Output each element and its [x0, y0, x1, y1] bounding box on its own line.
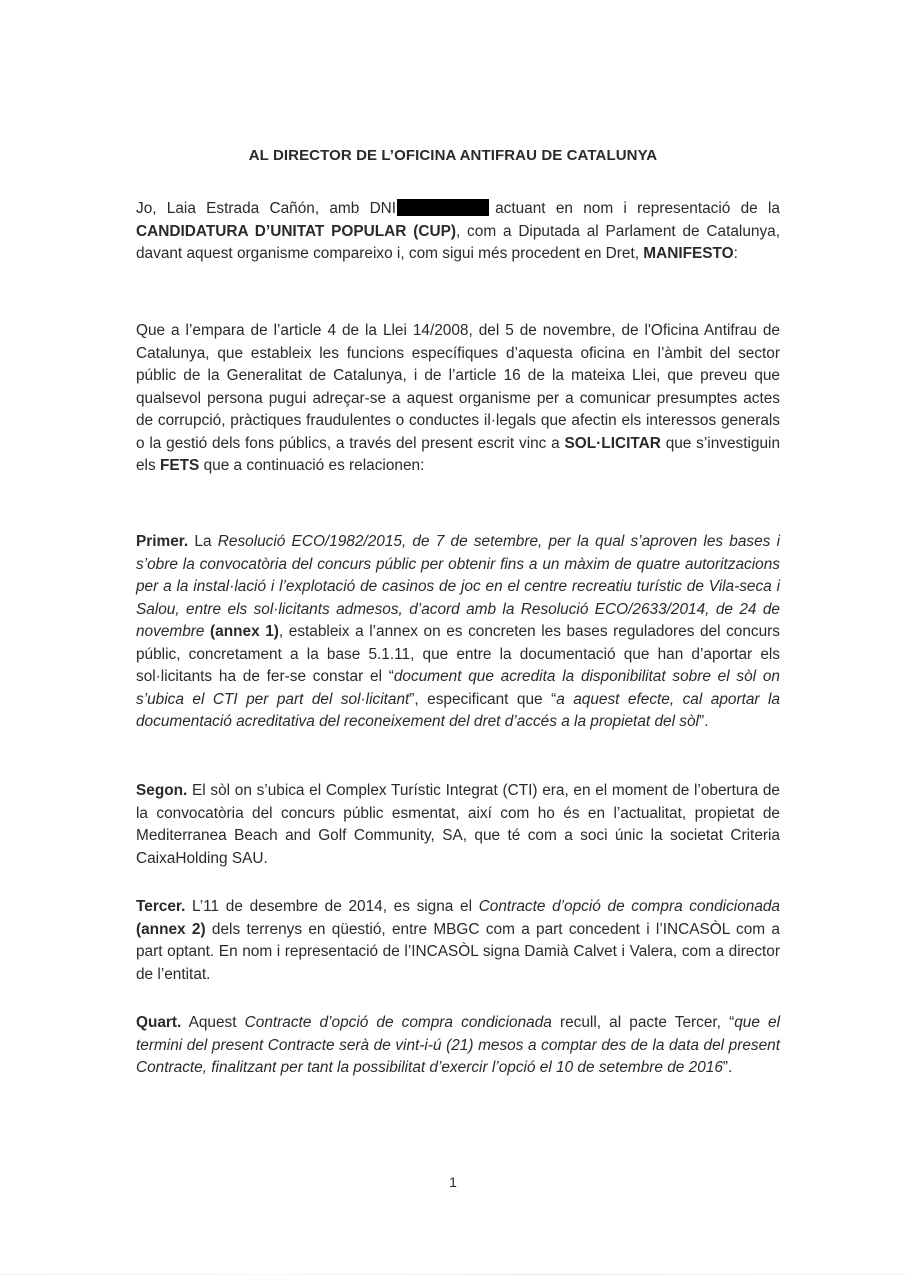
- fact-primer-text-1: La: [194, 533, 212, 550]
- fact-primer-text-2: , estableix a l’annex on es concreten les bases reguladores del concurs públic, concretament a la base 5.1.11, que entre la documentació que han d’aportar els sol·licitants ha de fer-se constar el “: [136, 623, 780, 685]
- fact-segon-heading: Segon.: [136, 782, 188, 799]
- request-text-2: que s’investiguin els: [136, 434, 781, 474]
- fact-quart-heading: Quart.: [136, 1014, 182, 1031]
- annex-2-ref: (annex 2): [136, 920, 206, 938]
- intro-text-1: Jo, Laia Estrada Cañón, amb DNI: [136, 200, 397, 217]
- party-name: CANDIDATURA D’UNITAT POPULAR (CUP): [136, 222, 456, 240]
- fact-quart-text-3: ”.: [722, 1059, 733, 1076]
- fact-quart-text-1: Aquest: [188, 1014, 237, 1031]
- fact-primer-quote-1: document que acredita la disponibilitat sobre el sòl on s’ubica el CTI per part del sol·licitant: [136, 668, 780, 708]
- fact-quart-quote: que el termini del present Contracte serà de vint-i-ú (21) mesos a comptar des de la data del present Contracte, finalitzant per tant la possibilitat d’exercir l’opció el 10 de setembre de 2016: [136, 1014, 781, 1076]
- fact-tercer: [136, 896, 780, 986]
- fact-primer-text-4: ”.: [698, 713, 709, 730]
- fact-primer-quote-2: a aquest efecte, cal aportar la documentació acreditativa del reconeixement del dret d’accés a la propietat del sòl: [136, 690, 780, 730]
- fact-tercer-heading: Tercer.: [136, 898, 186, 915]
- scan-artifact-line: [0, 1274, 906, 1275]
- fact-primer-text-3: ”, especificant que “: [409, 690, 557, 708]
- redacted-dni: [397, 199, 489, 216]
- fact-primer-heading: Primer.: [136, 533, 189, 550]
- intro-text-2: actuant en nom i representació de la: [495, 200, 780, 217]
- fets-word: FETS: [159, 457, 200, 474]
- intro-paragraph: [136, 198, 780, 266]
- fact-quart-text-2: recull, al pacte Tercer, “: [559, 1014, 735, 1031]
- fact-primer-resolution: Resolució ECO/1982/2015, de 7 de setembre, per la qual s’aproven les bases i s’obre la convocatòria del concurs públic per obtenir fins a un màxim de quatre autoritzacions per a la instal·lació i l’explotació de casinos de joc en el centre recreatiu turístic de Vila-seca i Salou, entre els sol·licitants admesos, d’acord amb la Resolució ECO/2633/2014, de 24 de novembre: [136, 533, 780, 640]
- intro-text-3: , com a Diputada al Parlament de Catalunya, davant aquest organisme compareixo i, com sigui més procedent en Dret,: [136, 222, 781, 262]
- document-title: AL DIRECTOR DE L’OFICINA ANTIFRAU DE CATALUNYA: [248, 147, 658, 164]
- fact-quart: [136, 1012, 780, 1080]
- fact-segon: [136, 780, 780, 870]
- fact-tercer-text-2: dels terrenys en qüestió, entre MBGC com a part concedent i l’INCASÒL com a part optant. En nom i representació de l’INCASÒL signa Damià Calvet i Valera, com a director de l’entitat.: [136, 920, 780, 983]
- request-text-3: que a continuació es relacionen:: [203, 457, 425, 474]
- page-number: 1: [449, 1174, 457, 1190]
- request-word: SOL·LICITAR: [564, 434, 661, 452]
- request-paragraph: [136, 320, 780, 478]
- intro-text-4: :: [733, 245, 738, 262]
- annex-1-ref: (annex 1): [210, 623, 279, 640]
- fact-tercer-contract: Contracte d’opció de compra condicionada: [478, 898, 780, 915]
- fact-primer: [136, 531, 780, 734]
- fact-tercer-text-1: L’11 de desembre de 2014, es signa el: [192, 898, 473, 915]
- fact-quart-contract: Contracte d’opció de compra condicionada: [244, 1014, 552, 1031]
- manifesto-word: MANIFESTO: [643, 245, 734, 262]
- request-text-1: Que a l’empara de l’article 4 de la Llei 14/2008, del 5 de novembre, de l'Oficina Antifrau de Catalunya, que estableix les funcions específiques d’aquesta oficina en l’àmbit del sector públic de la Generalitat de Catalunya, i de l’article 16 de la mateixa Llei, que preveu que qualsevol persona pugui adreçar-se a aquest organisme per a comunicar presumptes actes de corrupció, pràctiques fraudulentes o conductes il·legals que afectin els interessos generals o la gestió dels fons públics, a través del present escrit vinc a: [136, 322, 780, 452]
- fact-segon-text: El sòl on s’ubica el Complex Turístic Integrat (CTI) era, en el moment de l’obertura de la convocatòria del concurs públic esmentat, així com ho és en l’actualitat, propietat de Mediterranea Beach and Golf Community, SA, que té com a soci únic la societat Criteria CaixaHolding SAU.: [136, 782, 780, 867]
